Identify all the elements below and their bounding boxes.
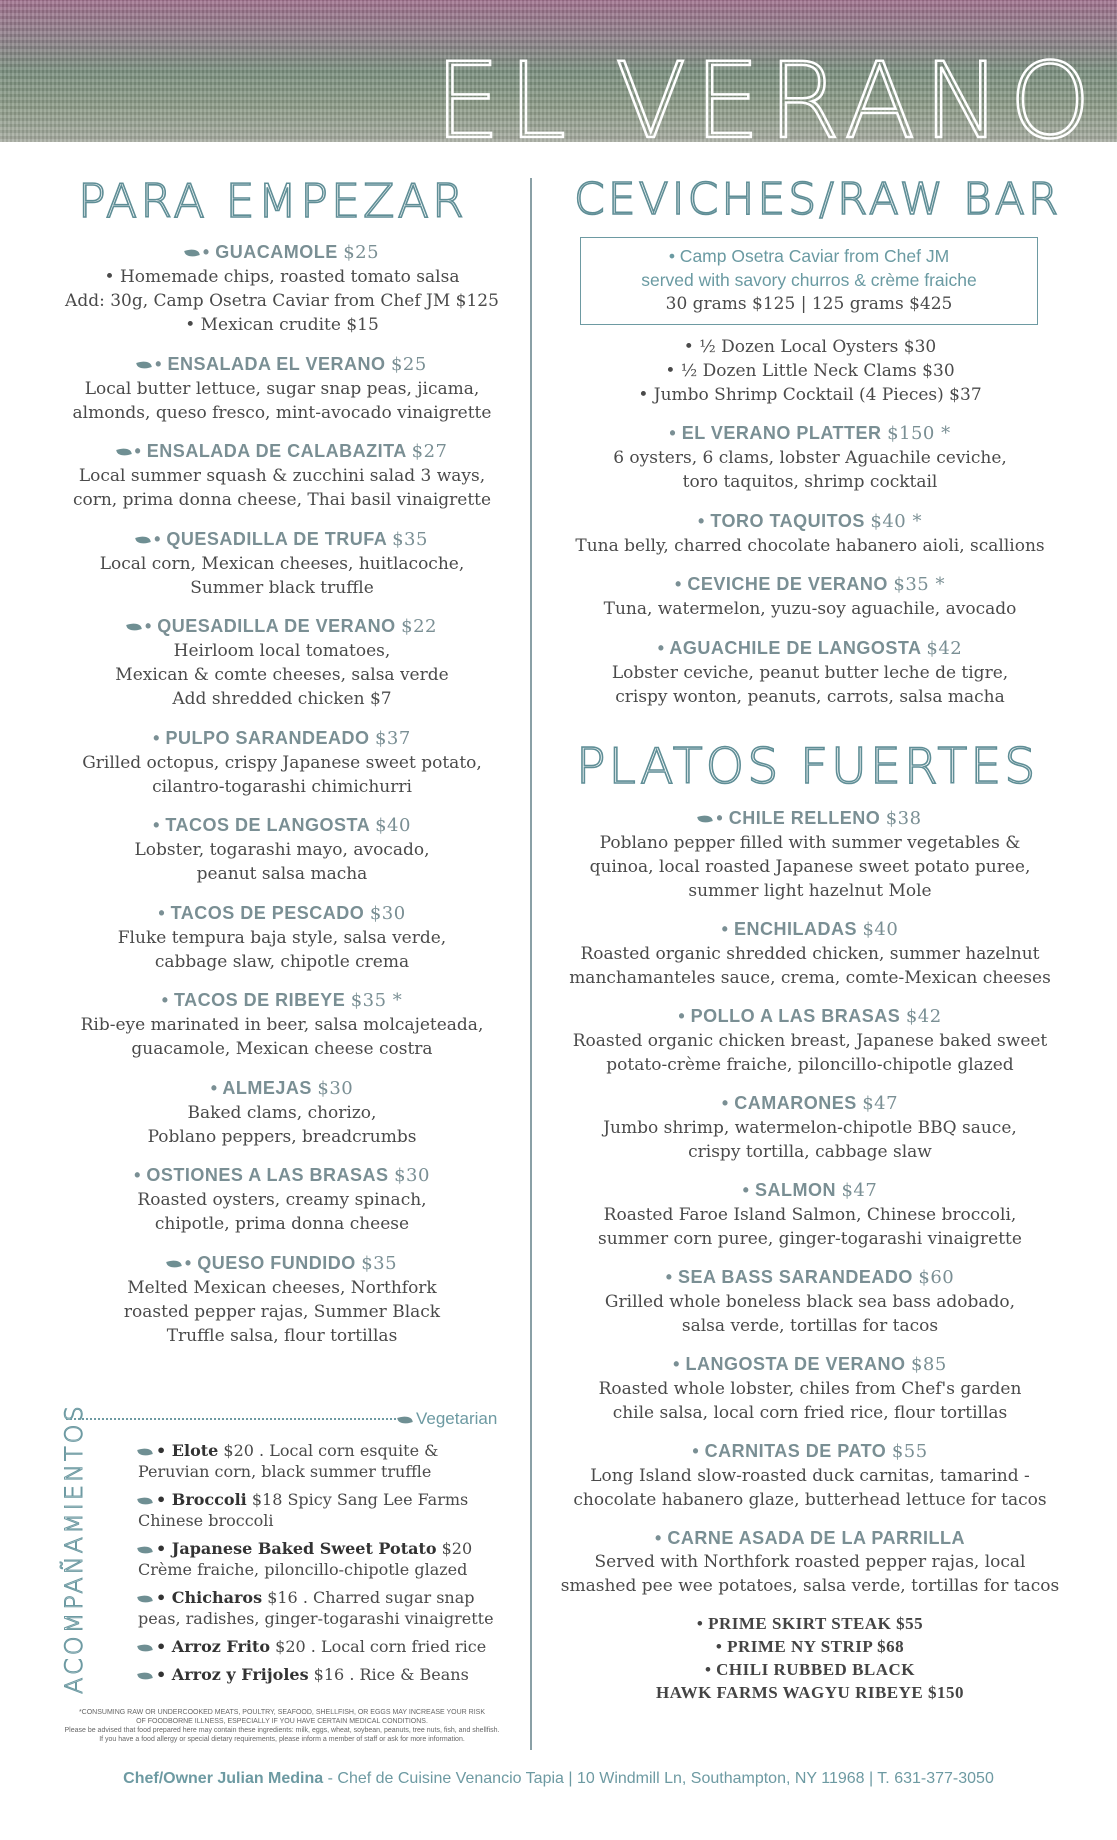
menu-item-name: • QUESADILLA DE VERANO (144, 616, 396, 636)
menu-item-title (556, 1265, 1064, 1290)
steak-line: • PRIME SKIRT STEAK $55 (696, 1614, 924, 1633)
menu-item-price: $35 * (893, 574, 945, 595)
leaf-icon (137, 1670, 153, 1681)
menu-item (52, 614, 512, 711)
menu-item-description: Heirloom local tomatoes, (173, 641, 391, 661)
menu-item (52, 1251, 512, 1348)
menu-item-description: Grilled whole boneless black sea bass adobado, (604, 1292, 1016, 1312)
menu-item-description: chocolate habanero glaze, butterhead lettuce for tacos (573, 1490, 1047, 1510)
menu-item-description: Lobster ceviche, peanut butter leche de tigre, (611, 662, 1009, 683)
menu-item-price: $40 * (870, 510, 922, 532)
menu-item-title (556, 1178, 1064, 1203)
menu-item-description: summer light hazelnut Mole (688, 881, 932, 901)
menu-item-description: toro taquitos, shrimp cocktail (682, 472, 938, 492)
menu-item-description: Rib-eye marinated in beer, salsa molcajeteada, (80, 1015, 484, 1035)
header-banner (0, 0, 1117, 142)
leaf-icon (184, 248, 200, 259)
platos-list (556, 806, 1064, 1704)
menu-item-price: $35 (361, 1252, 398, 1274)
menu-item-price: $35 * (350, 990, 403, 1011)
menu-item-name: • TACOS DE LANGOSTA (153, 815, 370, 835)
menu-item-name: • QUESO FUNDIDO (184, 1252, 356, 1273)
menu-item (52, 1163, 512, 1236)
menu-item-price: $30 (394, 1165, 430, 1186)
menu-item-price: $47 (841, 1180, 878, 1201)
menu-item-description: crispy tortilla, cabbage slaw (688, 1142, 932, 1162)
section-title-acompanamientos: ACOMPAÑAMIENTOS (60, 1403, 88, 1694)
menu-item-description: Roasted organic chicken breast, Japanese baked sweet (572, 1031, 1048, 1051)
menu-item-name: • ALMEJAS (210, 1077, 312, 1098)
raw-bar-list (560, 335, 1060, 723)
side-item-price: $20 (275, 1637, 306, 1656)
menu-item-title (556, 1091, 1064, 1116)
disclaimer-line: OF FOODBORNE ILLNESS, ESPECIALLY IF YOU HAVE CERTAIN MEDICAL CONDITIONS. (136, 1718, 428, 1725)
side-item-description: Crème fraiche, piloncillo-chipotle glazed (138, 1560, 468, 1579)
menu-item-description: Served with Northfork roasted pepper rajas, local (594, 1552, 1026, 1572)
menu-item-description: Roasted Faroe Island Salmon, Chinese broccoli, (603, 1205, 1017, 1225)
menu-item-description: chipotle, prima donna cheese (154, 1214, 410, 1234)
footer-owner: Chef/Owner Julian Medina (123, 1770, 324, 1787)
menu-item-name: • POLLO A LAS BRASAS (678, 1006, 901, 1026)
menu-item-name: • CAMARONES (721, 1093, 857, 1113)
sides-list (138, 1440, 508, 1692)
menu-item-name: • CARNITAS DE PATO (692, 1441, 887, 1461)
side-item-name: • Elote (156, 1441, 219, 1460)
menu-item-title (556, 1439, 1064, 1464)
menu-item-description: Summer black truffle (190, 577, 374, 598)
menu-item-title (52, 352, 512, 377)
menu-item-description: Jumbo shrimp, watermelon-chipotle BBQ sauce, (603, 1118, 1017, 1138)
menu-item-name: • TACOS DE PESCADO (158, 902, 365, 923)
menu-item-description: Poblano pepper filled with summer vegetables & (599, 833, 1021, 853)
menu-item-title (52, 1076, 512, 1101)
menu-item-title (560, 572, 1060, 597)
disclaimer-line: Please be advised that food prepared here may contain these ingredients: milk, eggs, wheat, soybean, peanuts, tree nuts, fish, and shellfish. (64, 1727, 500, 1734)
menu-item-name: • SALMON (742, 1180, 836, 1200)
side-item-price: $16 (313, 1665, 345, 1684)
side-item-description: . Rice & Beans (349, 1665, 469, 1684)
side-item-name: • Broccoli (156, 1490, 247, 1509)
menu-item (52, 527, 512, 600)
caviar-box (580, 237, 1038, 325)
caviar-line-2: served with savory churros & crème fraiche (641, 270, 977, 290)
menu-item-name: • OSTIONES A LAS BRASAS (134, 1165, 389, 1185)
menu-item-description: potato-crème fraiche, piloncillo-chipotle glazed (606, 1055, 1014, 1075)
menu-item-description: 6 oysters, 6 clams, lobster Aguachile ceviche, (613, 448, 1007, 468)
menu-item-title (52, 901, 512, 926)
menu-item-description: crispy wonton, peanuts, carrots, salsa macha (615, 686, 1005, 707)
menu-item-name: • SEA BASS SARANDEADO (665, 1267, 913, 1287)
menu-item (52, 240, 512, 337)
menu-item-name: • LANGOSTA DE VERANO (673, 1354, 906, 1374)
menu-item-description: Roasted whole lobster, chiles from Chef's garden (598, 1379, 1022, 1399)
side-item-description: . Local corn esquite & Peruvian corn, black summer truffle (138, 1441, 439, 1481)
side-item-price: $16 (267, 1588, 298, 1607)
menu-item (52, 726, 512, 799)
menu-item-price: $40 (862, 919, 899, 940)
menu-item (560, 421, 1060, 494)
leaf-icon (166, 1258, 182, 1269)
menu-item-price: $25 (343, 242, 380, 263)
menu-item-title (52, 240, 512, 265)
menu-item (556, 1352, 1064, 1425)
menu-item-title (52, 726, 512, 751)
column-divider (530, 178, 532, 1750)
menu-item-description: quinoa, local roasted Japanese sweet potato puree, (589, 857, 1031, 877)
menu-item-name: • ENSALADA DE CALABAZITA (134, 441, 407, 461)
leaf-icon (136, 359, 152, 370)
menu-item (556, 1439, 1064, 1512)
menu-item-description: cilantro-togarashi chimichurri (152, 776, 412, 797)
menu-item-name: • QUESADILLA DE TRUFA (154, 528, 387, 549)
menu-item-description: smashed pee wee potatoes, salsa verde, tortillas for tacos (560, 1576, 1060, 1596)
side-item (138, 1489, 508, 1531)
spacer (560, 407, 1060, 421)
menu-item-price: $30 (317, 1077, 354, 1099)
menu-item-description: Add shredded chicken $7 (172, 689, 392, 709)
steak-line: • CHILI RUBBED BLACK (704, 1660, 916, 1679)
leaf-icon (126, 622, 142, 633)
menu-item-name: • ENSALADA EL VERANO (155, 353, 386, 374)
menu-item-description: Truffle salsa, flour tortillas (166, 1325, 398, 1346)
menu-item (52, 988, 512, 1061)
menu-item-price: $42 (905, 1006, 942, 1027)
menu-item-description: Lobster, togarashi mayo, avocado, (134, 840, 430, 860)
menu-item-price: $35 (392, 528, 428, 550)
menu-item (560, 509, 1060, 558)
menu-item-description: Add: 30g, Camp Osetra Caviar from Chef JM $125 (65, 291, 499, 311)
side-item-name: • Arroz y Frijoles (156, 1665, 309, 1684)
menu-item-price: $42 (926, 637, 963, 659)
menu-item-title (52, 527, 512, 552)
menu-item-name: • CEVICHE DE VERANO (675, 574, 888, 594)
menu-item-description: peanut salsa macha (196, 864, 368, 884)
menu-item-description: almonds, queso fresco, mint-avocado vinaigrette (72, 402, 492, 423)
menu-item-description: chile salsa, local corn fried rice, flour tortillas (612, 1403, 1008, 1423)
side-item-price: $20 (223, 1441, 254, 1460)
raw-bar-line: • ½ Dozen Little Neck Clams $30 (665, 361, 955, 381)
menu-item-description: Grilled octopus, crispy Japanese sweet potato, (82, 752, 482, 773)
raw-bar-line: • Jumbo Shrimp Cocktail (4 Pieces) $37 (638, 385, 982, 405)
side-item (138, 1664, 508, 1685)
leaf-icon (116, 447, 132, 458)
menu-item-description: Local corn, Mexican cheeses, huitlacoche, (99, 553, 465, 574)
section-title-platos: PLATOS FUERTES (576, 738, 1039, 795)
menu-item-price: $30 (369, 902, 406, 924)
menu-item-description: roasted pepper rajas, Summer Black (123, 1301, 441, 1322)
leaf-icon (698, 814, 714, 825)
menu-item-name: • TACOS DE RIBEYE (161, 990, 346, 1010)
menu-item-title (556, 1352, 1064, 1377)
menu-item-description: manchamanteles sauce, crema, comte-Mexican cheeses (569, 968, 1051, 988)
vegetarian-label: Vegetarian (416, 1409, 498, 1428)
menu-item (52, 813, 512, 886)
menu-item-price: $47 (862, 1093, 899, 1114)
disclaimer-line: If you have a food allergy or special dietary requirements, please inform a member of staff or ask for more information. (99, 1736, 465, 1743)
menu-item-name: • CARNE ASADA DE LA PARRILLA (655, 1528, 965, 1548)
vegetarian-legend (398, 1409, 497, 1429)
menu-item-title (52, 1251, 512, 1276)
menu-item (52, 901, 512, 974)
footer (0, 1770, 1117, 1788)
menu-item-title (556, 1526, 1064, 1550)
restaurant-title: EL VERANO (434, 40, 1099, 142)
menu-item (560, 572, 1060, 621)
menu-item-name: • TORO TAQUITOS (698, 510, 865, 531)
leaf-icon (135, 534, 151, 545)
menu-item-description: Roasted oysters, creamy spinach, (137, 1190, 427, 1210)
side-item-name: • Chicharos (156, 1588, 263, 1607)
menu-item (556, 806, 1064, 903)
menu-item-price: $25 (390, 353, 427, 375)
menu-item-title (52, 439, 512, 464)
menu-item-description: Melted Mexican cheeses, Northfork (127, 1277, 437, 1298)
side-item (138, 1538, 508, 1580)
disclaimer-line: *CONSUMING RAW OR UNDERCOOKED MEATS, POULTRY, SEAFOOD, SHELLFISH, OR EGGS MAY INCREASE YOUR RISK (78, 1709, 486, 1716)
menu-item-description: • Homemade chips, roasted tomato salsa (104, 267, 460, 287)
leaf-icon (137, 1544, 153, 1555)
menu-item-description: Local butter lettuce, sugar snap peas, jicama, (84, 378, 480, 399)
side-item (138, 1587, 508, 1629)
side-item-description: . Charred sugar snap peas, radishes, ginger-togarashi vinaigrette (138, 1588, 494, 1628)
menu-item-title (52, 813, 512, 838)
menu-item-description: Mexican & comte cheeses, salsa verde (115, 665, 449, 685)
leaf-icon (137, 1593, 153, 1604)
menu-item (52, 439, 512, 512)
menu-item-name: • PULPO SARANDEADO (153, 727, 370, 748)
menu-item-price: $22 (401, 616, 438, 637)
menu-item-title (560, 421, 1060, 446)
menu-item-description: guacamole, Mexican cheese costra (131, 1039, 433, 1059)
menu-item (52, 352, 512, 425)
menu-item-description: Fluke tempura baja style, salsa verde, (117, 927, 447, 948)
leaf-icon (137, 1495, 153, 1506)
menu-item-price: $37 (374, 727, 411, 749)
menu-item-description: Long Island slow-roasted duck carnitas, tamarind - (590, 1466, 1030, 1486)
menu-item (556, 1178, 1064, 1251)
side-item-description: . Local corn fried rice (310, 1637, 487, 1656)
steak-line: • PRIME NY STRIP $68 (715, 1637, 905, 1656)
side-item (138, 1440, 508, 1482)
menu-item-description: cabbage slaw, chipotle crema (154, 951, 410, 972)
section-title-para-empezar: PARA EMPEZAR (78, 174, 467, 228)
menu-item-price: $60 (918, 1267, 955, 1288)
menu-item-title (52, 614, 512, 639)
menu-item-name: • GUACAMOLE (202, 242, 338, 262)
menu-item-title (560, 509, 1060, 534)
legend-divider (66, 1418, 396, 1420)
menu-item-description: • Mexican crudite $15 (185, 315, 379, 335)
menu-item-name: • AGUACHILE DE LANGOSTA (657, 637, 921, 658)
menu-item (556, 917, 1064, 990)
side-item-name: • Arroz Frito (156, 1637, 271, 1656)
menu-item-title (560, 636, 1060, 661)
section-title-ceviches: CEVICHES/RAW BAR (574, 174, 1062, 225)
menu-item-description: salsa verde, tortillas for tacos (681, 1316, 939, 1336)
menu-item-title (556, 917, 1064, 942)
side-item-price: $18 (251, 1490, 283, 1509)
raw-bar-line: • ½ Dozen Local Oysters $30 (683, 337, 937, 357)
menu-item-title (556, 1004, 1064, 1029)
steak-line: HAWK FARMS WAGYU RIBEYE $150 (655, 1683, 965, 1702)
leaf-icon (137, 1642, 153, 1653)
menu-item-title (52, 988, 512, 1013)
side-item-price: $20 (441, 1539, 473, 1558)
side-item-description: Spicy Sang Lee Farms Chinese broccoli (138, 1490, 469, 1530)
menu-item-description: Local summer squash & zucchini salad 3 ways, (78, 466, 486, 486)
menu-item-description: corn, prima donna cheese, Thai basil vinaigrette (72, 490, 492, 510)
menu-item-price: $38 (885, 808, 922, 829)
menu-item-name: • CHILE RELLENO (716, 808, 881, 828)
side-item (138, 1636, 508, 1657)
para-empezar-list (52, 240, 512, 1362)
menu-item-name: • EL VERANO PLATTER (669, 423, 882, 443)
menu-item-price: $27 (411, 441, 448, 462)
menu-item (556, 1526, 1064, 1598)
menu-item-title (556, 806, 1064, 831)
menu-item-price: $85 (910, 1354, 947, 1375)
menu-item-price: $40 (375, 815, 411, 836)
menu-item (52, 1076, 512, 1149)
menu-item-description: Tuna belly, charred chocolate habanero aioli, scallions (575, 535, 1045, 556)
menu-item-title (52, 1163, 512, 1188)
footer-details: - Chef de Cuisine Venancio Tapia | 10 Windmill Ln, Southampton, NY 11968 | T. 631-377-3050 (323, 1770, 994, 1787)
menu-item (556, 1265, 1064, 1338)
menu-item-description: Tuna, watermelon, yuzu-soy aguachile, avocado (603, 599, 1017, 619)
disclaimer (52, 1708, 512, 1744)
menu-item (560, 636, 1060, 709)
menu-item (556, 1091, 1064, 1164)
leaf-icon (397, 1414, 413, 1425)
menu-item-description: Roasted organic shredded chicken, summer hazelnut (580, 944, 1040, 964)
menu-item-description: Poblano peppers, breadcrumbs (147, 1126, 417, 1147)
menu-item (556, 1004, 1064, 1077)
caviar-line-1: • Camp Osetra Caviar from Chef JM (668, 246, 950, 266)
menu-item-description: Baked clams, chorizo, (187, 1102, 377, 1123)
caviar-line-3: 30 grams $125 | 125 grams $425 (665, 294, 953, 314)
side-item-name: • Japanese Baked Sweet Potato (156, 1539, 437, 1558)
menu-item-name: • ENCHILADAS (721, 919, 857, 939)
leaf-icon (137, 1446, 153, 1457)
menu-item-price: $55 (891, 1441, 928, 1462)
menu-item-price: $150 * (887, 423, 951, 444)
menu-item-description: summer corn puree, ginger-togarashi vinaigrette (598, 1229, 1022, 1249)
